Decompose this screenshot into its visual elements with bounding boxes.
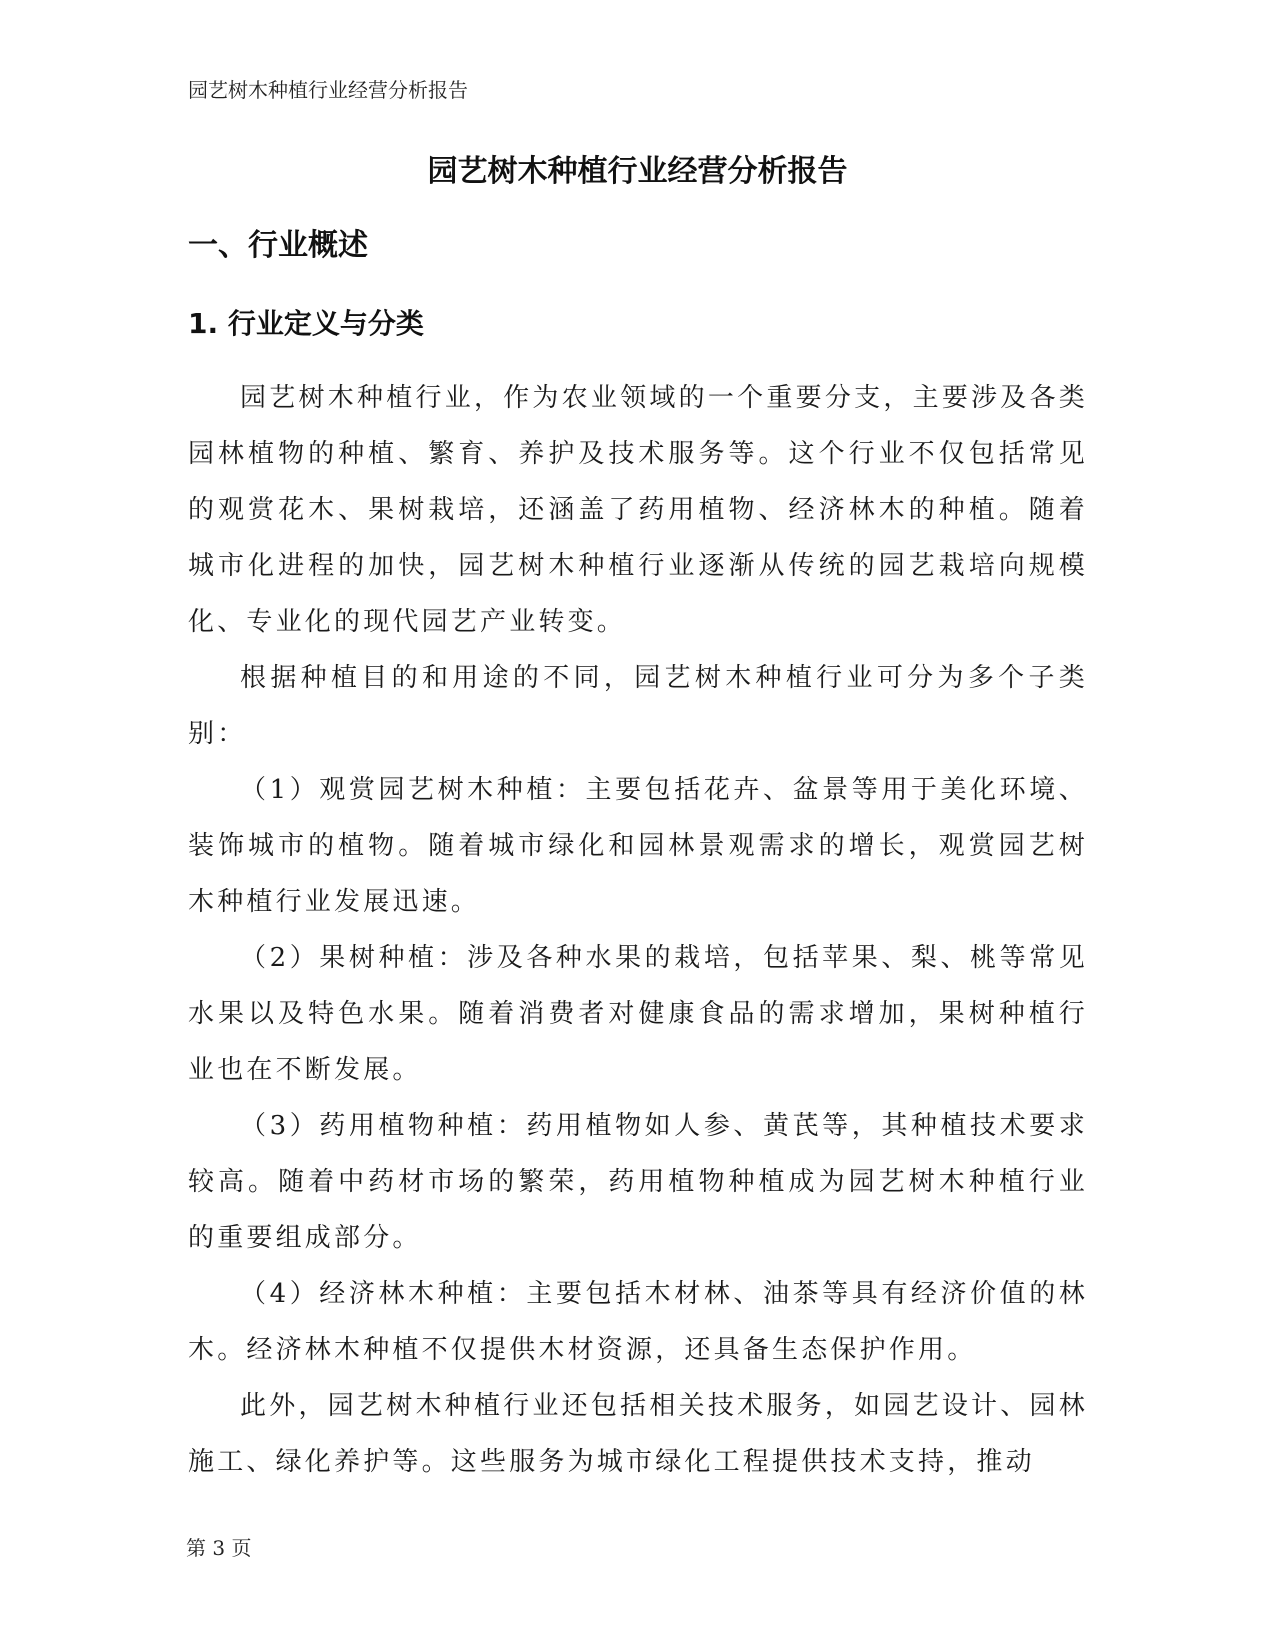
page-number: 第 3 页: [186, 1536, 252, 1560]
paragraph-definition: 园艺树木种植行业，作为农业领域的一个重要分支，主要涉及各类园林植物的种植、繁育、养护及技术服务等。这个行业不仅包括常见的观赏花木、果树栽培，还涵盖了药用植物、经济林木的种植。随着城市化进程的加快，园艺树木种植行业逐渐从传统的园艺栽培向规模化、专业化的现代园艺产业转变。: [188, 383, 1088, 637]
paragraph-categories-intro: 根据种植目的和用途的不同，园艺树木种植行业可分为多个子类别：: [188, 663, 1088, 749]
paragraph-ornamental: （1）观赏园艺树木种植：主要包括花卉、盆景等用于美化环境、装饰城市的植物。随着城市绿化和园林景观需求的增长，观赏园艺树木种植行业发展迅速。: [188, 775, 1088, 917]
running-header: 园艺树木种植行业经营分析报告: [188, 78, 468, 102]
subsection-heading: 1. 行业定义与分类: [188, 307, 424, 340]
paragraph-fruit-trees: （2）果树种植：涉及各种水果的栽培，包括苹果、梨、桃等常见水果以及特色水果。随着消费者对健康食品的需求增加，果树种植行业也在不断发展。: [188, 943, 1088, 1085]
paragraph-economic-forest: （4）经济林木种植：主要包括木材林、油茶等具有经济价值的林木。经济林木种植不仅提供木材资源，还具备生态保护作用。: [188, 1279, 1088, 1365]
body-text: [188, 370, 1088, 1490]
section-heading: 一、行业概述: [188, 228, 368, 263]
document-title: 园艺树木种植行业经营分析报告: [427, 154, 848, 189]
paragraph-services: 此外，园艺树木种植行业还包括相关技术服务，如园艺设计、园林施工、绿化养护等。这些服务为城市绿化工程提供技术支持，推动: [188, 1391, 1088, 1477]
paragraph-medicinal: （3）药用植物种植：药用植物如人参、黄芪等，其种植技术要求较高。随着中药材市场的繁荣，药用植物种植成为园艺树木种植行业的重要组成部分。: [188, 1111, 1088, 1253]
